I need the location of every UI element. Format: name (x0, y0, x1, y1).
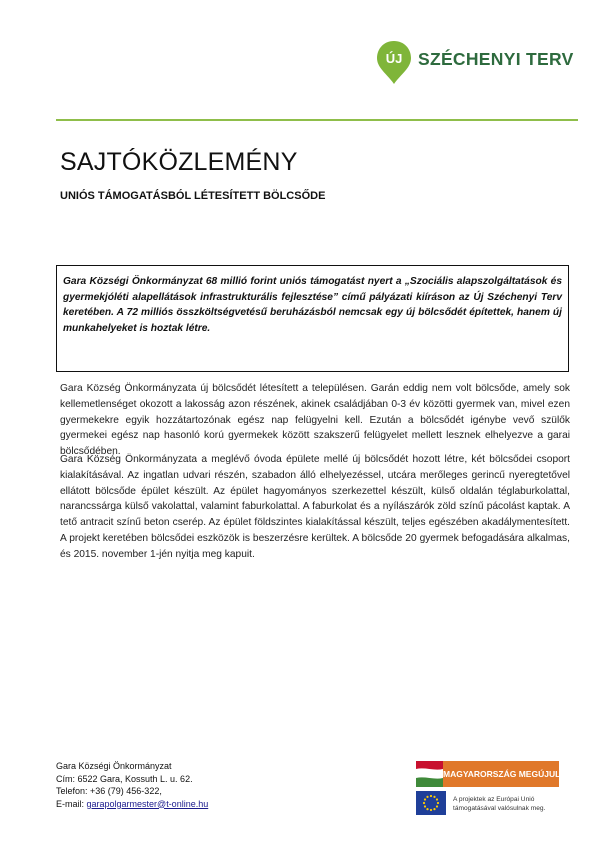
badge-label: MAGYARORSZÁG MEGÚJUL (443, 761, 559, 787)
page-subtitle: UNIÓS TÁMOGATÁSBÓL LÉTESÍTETT BÖLCSŐDE (60, 190, 326, 202)
map-pin-icon (376, 40, 412, 85)
eu-support-text (453, 795, 545, 813)
lead-summary-box (56, 265, 569, 372)
szechenyi-terv-logo (376, 40, 586, 85)
footer-phone: Telefon: +36 (79) 456-322, (56, 786, 162, 796)
hungarian-flag-icon (416, 761, 443, 787)
footer-email-label: E-mail: (56, 798, 87, 809)
footer-email-line (56, 798, 208, 811)
eu-support-line-1: A projektek az Európai Unió (453, 796, 535, 803)
footer-email-link[interactable]: garapolgarmester@t-online.hu (86, 798, 209, 809)
body-paragraph-2: Gara Község Önkormányzata a meglévő óvoda épülete mellé új bölcsődét hozott létre, két bölcsődei csoport kialakításával. Az ingatlan udvari részén, szabadon álló elhelyezéssel, utcára merőleges gerincű nyeregtetővel ellátott bölcsőde épület készült. Az épület hagyományos szerkezettel készült, külső oldalán téglaburkolattal, narancssárga külső vakolattal, valamint faburkolattal. A faburkolat és a nyílászárók zöld színű pácolást kaptak. A tető antracit színű beton cserép. Az épület földszintes kialakítással készült, teljes egészében akadálymentesített. A projekt keretében bölcsődei eszközök is beszerzésre kerültek. A bölcsőde 20 gyermek befogadására alkalmas, és 2015. november 1-jén nyitja meg kapuit. (60, 454, 570, 560)
eu-support-line-2: támogatásával valósulnak meg. (453, 805, 546, 812)
page-title: SAJTÓKÖZLEMÉNY (60, 148, 298, 176)
magyarorszag-megujul-badge (416, 761, 559, 787)
footer-contact (56, 760, 208, 810)
lead-text: Gara Községi Önkormányzat 68 millió forint uniós támogatást nyert a „Szociális alapszolgáltatások és gyermekjóléti alapellátások infrastrukturális fejlesztése” című pályázati kiíráson az Új Széchenyi Terv keretében. A 72 milliós összköltségvetésű beruházásból nemcsak egy új bölcsődét építettek, hanem új munkahelyeket is hoztak létre. (63, 276, 562, 334)
logo-text: SZÉCHENYI TERV (418, 49, 574, 69)
eu-flag-icon (416, 791, 446, 815)
eu-support-badge (416, 791, 576, 817)
logo-prefix: ÚJ (385, 51, 403, 66)
footer-address: Cím: 6522 Gara, Kossuth L. u. 62. (56, 773, 193, 784)
body-paragraph-1: Gara Község Önkormányzata új bölcsődét létesített a településen. Garán eddig nem volt bölcsőde, amely sok kellemetlenséget okozott a lakosság azon részének, akinek családjában 0-3 év közötti gyermek van, mivel ezen gyermekekre egyik hozzátartozónak egész nap felügyelni kell. Ezután a bölcsődét igénybe vevő szülők gyermekei egész nap hasonló korú gyermekek között szakszerű felügyelet mellett lesznek elhelyezve a garai bölcsődében. (60, 383, 570, 458)
header-divider (56, 119, 578, 121)
footer-org-name: Gara Községi Önkormányzat (56, 761, 172, 771)
